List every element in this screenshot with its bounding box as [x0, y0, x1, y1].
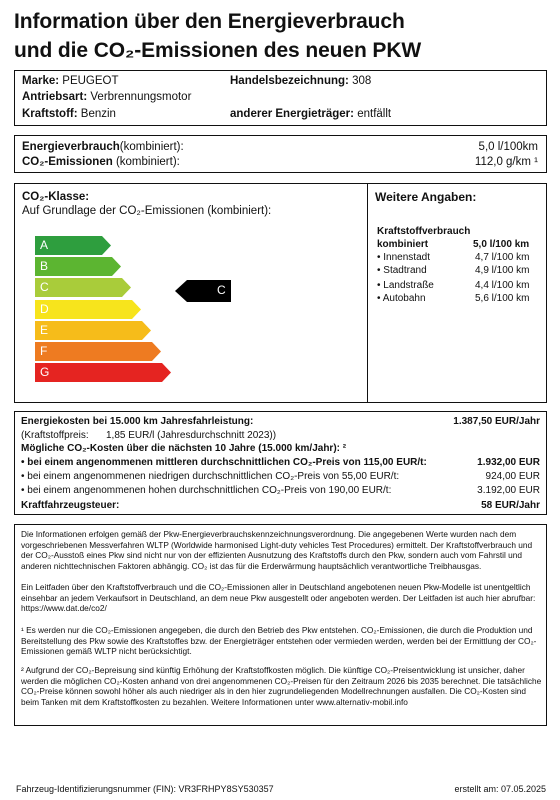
co2-class-heading: CO₂-Klasse:: [22, 191, 90, 203]
landstrasse-label: • Landstraße: [377, 280, 434, 291]
created-date-footer: erstellt am: 07.05.2025: [454, 784, 546, 794]
handelsbezeichnung-label: Handelsbezeichnung:: [230, 75, 349, 87]
co2-preis-niedrig-value: 924,00 EUR: [485, 471, 540, 482]
co2-class-box: [14, 183, 547, 403]
info-paragraph-1: Die Informationen erfolgen gemäß der Pkw-Energieverbrauchskennzeichnungsverordnung. Die angegebenen Werte wurden nach dem vorgeschriebenen Messverfahren WLTP (Worldwide harmonised Light-duty vehicles Test Procedures) ermittelt. Der Kraftstoffverbrauch und der CO₂-Ausstoß eines Pkw sind nicht nur von der effizienten Ausnutzung des Kraftstoffs durch den Pkw, sondern auch vom Fahrstil und anderen nichttechnischen Faktoren abhängig. CO₂ ist das für die Erderwärmung hauptsächlich verantwortliche Treibhausgas.: [21, 529, 533, 571]
co2-class-bar-label: B: [40, 259, 49, 274]
co2-class-bar-label: C: [40, 280, 49, 295]
energieverbrauch-value: 5,0 l/100km: [478, 141, 538, 153]
info-paragraph-2: Ein Leitfaden über den Kraftstoffverbrauch und die CO₂-Emissionen aller in Deutschland angebotenen neuen Pkw-Modelle ist unentgeltlich einsehbar an jedem Verkaufsort in Deutschland, an dem neue Pkw ausgestellt oder angeboten werden. Der Leitfaden ist auch hier abrufbar: https://www.dat.de/co2/: [21, 582, 536, 614]
co2-class-bar-label: D: [40, 301, 49, 316]
kraftfahrzeugsteuer-label: Kraftfahrzeugsteuer:: [21, 500, 120, 511]
kraftstoffpreis-label: (Kraftstoffpreis:: [21, 430, 89, 441]
co2-class-subheading: Auf Grundlage der CO₂-Emissionen (kombiniert):: [22, 205, 272, 217]
innenstadt-label: • Innenstadt: [377, 252, 430, 263]
kraftstoff-label: Kraftstoff:: [22, 108, 78, 120]
info-paragraph-3: ¹ Es werden nur die CO₂-Emissionen angegeben, die durch den Betrieb des Pkw entstehen. CO₂-Emissionen, die durch die Produktion und Bereitstellung des Pkw sowie des Kraftstoffes bzw. der Energieträger entstehen oder vermieden werden, werden bei der Ermittlung der CO₂-Emissionen gemäß WLTP nicht berücksichtigt.: [21, 625, 537, 657]
kombiniert-value: 5,0 l/100 km: [473, 239, 530, 250]
energieverbrauch-suffix: (kombiniert):: [119, 141, 184, 153]
energieverbrauch-row: [22, 140, 184, 155]
co2-class-bar-a: [35, 236, 111, 255]
kraftstoffpreis-row: [21, 429, 540, 442]
moegliche-co2-kosten-label: Mögliche CO₂-Kosten über die nächsten 10 Jahre (15.000 km/Jahr): ²: [21, 443, 347, 454]
co2-preis-niedrig-row: [21, 470, 540, 483]
co2-preis-hoch-row: [21, 484, 540, 497]
co2-class-bar-d: [35, 300, 141, 319]
kraftstoff-value: Benzin: [80, 108, 116, 120]
innenstadt-value: 4,7 l/100 km: [475, 252, 530, 263]
vehicle-info-box: [14, 70, 547, 126]
antriebsart-row: [22, 90, 191, 105]
kraftfahrzeugsteuer-value: 58 EUR/Jahr: [481, 500, 540, 511]
co2-class-bar-shape: [35, 278, 131, 297]
co2-class-bar-label: A: [40, 238, 49, 252]
co2-emissionen-label: CO₂-Emissionen: [22, 156, 113, 168]
energieverbrauch-label: Energieverbrauch: [22, 141, 120, 153]
kraftstoffverbrauch-heading: Kraftstoffverbrauch: [377, 226, 471, 237]
marke-label: Marke:: [22, 75, 60, 87]
antriebsart-value: Verbrennungsmotor: [90, 91, 192, 103]
weitere-angaben-heading: Weitere Angaben:: [375, 190, 477, 204]
current-class-marker: [175, 280, 231, 307]
co2-class-bar-label: E: [40, 322, 49, 337]
handelsbezeichnung-value: 308: [352, 75, 372, 87]
current-class-label: C: [217, 283, 226, 297]
co2-class-bar-g: [35, 363, 171, 382]
energiekosten-row: [21, 415, 540, 428]
kraftstoff-row: [22, 107, 116, 122]
autobahn-label: • Autobahn: [377, 293, 426, 304]
anderer-energietraeger-value: entfällt: [357, 108, 392, 120]
kraftstoffpreis-value: 1,85 EUR/l (Jahresdurchschnitt 2023)): [106, 430, 277, 441]
anderer-energietraeger-row: [230, 107, 391, 122]
kraftfahrzeugsteuer-row: [21, 499, 540, 512]
legal-info-box: [14, 524, 547, 726]
co2-class-bar-label: F: [40, 344, 48, 358]
kombiniert-label: kombiniert: [377, 239, 429, 250]
co2-preis-hoch-value: 3.192,00 EUR: [477, 485, 540, 496]
co2-emissionen-suffix: (kombiniert):: [115, 156, 180, 168]
co2-preis-hoch-label: • bei einem angenommenen hohen durchschnittlichen CO₂-Preis von 190,00 EUR/t:: [21, 485, 392, 496]
marke-value: PEUGEOT: [62, 75, 119, 87]
co2-class-bar-label: G: [40, 365, 50, 380]
moegliche-co2-kosten-row: [21, 442, 540, 455]
energiekosten-value: 1.387,50 EUR/Jahr: [453, 416, 540, 427]
costs-box: [14, 411, 547, 515]
stadtrand-label: • Stadtrand: [377, 265, 427, 276]
co2-class-bar-c: [35, 278, 131, 297]
co2-class-bar-shape: [35, 300, 141, 319]
handelsbezeichnung-row: [230, 74, 371, 89]
autobahn-value: 5,6 l/100 km: [475, 293, 530, 304]
co2-class-bar-e: [35, 321, 151, 340]
title-line-2: und die CO₂-Emissionen des neuen PKW: [14, 39, 422, 62]
title-line-1: Information über den Energieverbrauch: [14, 10, 405, 33]
landstrasse-value: 4,4 l/100 km: [475, 280, 530, 291]
stadtrand-value: 4,9 l/100 km: [475, 265, 530, 276]
consumption-box: [14, 135, 547, 173]
co2-preis-mittel-value: 1.932,00 EUR: [477, 457, 540, 468]
co2-emissionen-value: 112,0 g/km ¹: [474, 156, 538, 168]
co2-emissionen-row: [22, 155, 180, 170]
fin-footer: Fahrzeug-Identifizierungsnummer (FIN): VR3FRHPY8SY530357: [16, 784, 274, 794]
co2-preis-mittel-row: [21, 456, 540, 469]
anderer-energietraeger-label: anderer Energieträger:: [230, 108, 354, 120]
co2-class-bar-f: [35, 342, 161, 361]
co2-class-bar-shape: [35, 321, 151, 340]
info-paragraph-4: ² Aufgrund der CO₂-Bepreisung sind künftig Erhöhung der Kraftstoffkosten möglich. Die künftige CO₂-Preisentwicklung ist unsicher, daher werden die möglichen CO₂-Kosten anhand von drei angenommenen CO₂-Preisen für den Zeitraum 2026 bis 2035 berechnet. Die tatsächliche CO₂-Preise können sowohl höher als auch niedriger als in den hier zugrundeliegenden Modellrechnungen ausfallen. Die CO₂-Kosten sind beim Tanken mit dem Kraftstoffkosten zu bezahlen. Weitere Informationen unter www.alternativ-mobil.info: [21, 665, 542, 707]
co2-preis-mittel-label: • bei einem angenommenen mittleren durchschnittlichen CO₂-Preis von 115,00 EUR/t:: [21, 457, 427, 468]
column-divider: [367, 184, 368, 402]
co2-class-bar-shape: [35, 342, 161, 361]
co2-class-bar-shape: [35, 363, 171, 382]
co2-preis-niedrig-label: • bei einem angenommenen niedrigen durchschnittlichen CO₂-Preis von 55,00 EUR/t:: [21, 471, 400, 482]
antriebsart-label: Antriebsart:: [22, 91, 88, 103]
page-title: [14, 7, 554, 65]
energiekosten-label: Energiekosten bei 15.000 km Jahresfahrleistung:: [21, 416, 254, 427]
co2-class-bar-b: [35, 257, 121, 276]
marke-row: [22, 74, 119, 89]
